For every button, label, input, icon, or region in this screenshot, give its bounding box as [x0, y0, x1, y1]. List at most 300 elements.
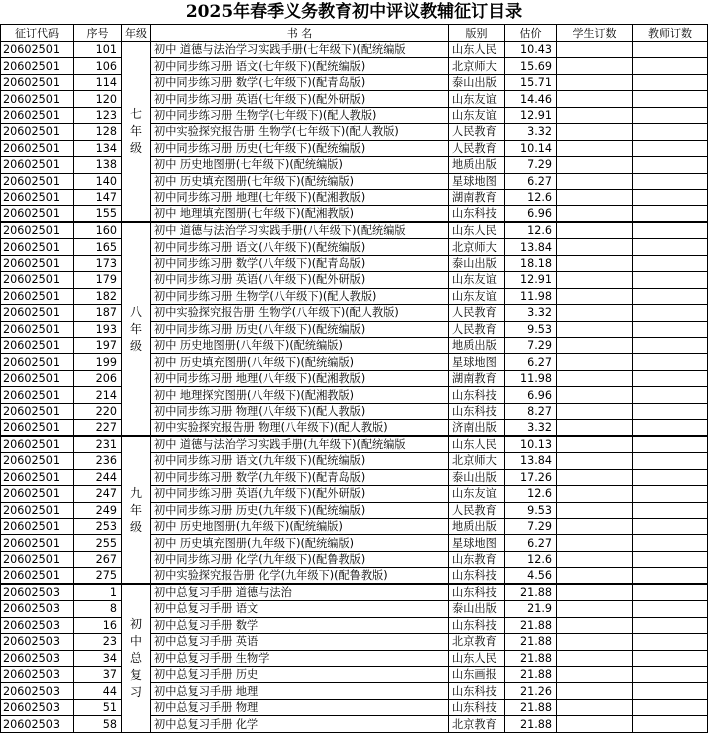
cell-book-name: 初中同步练习册 语文(八年级下)(配统编版)	[151, 239, 449, 255]
student-qty-cell[interactable]	[557, 403, 633, 419]
cell-code: 20602503	[1, 650, 74, 666]
cell-book-name: 初中 历史填充图册(八年级下)(配统编版)	[151, 354, 449, 370]
cell-publisher: 星球地图	[449, 173, 505, 189]
student-qty-cell[interactable]	[557, 453, 633, 469]
cell-code: 20602501	[1, 518, 74, 534]
cell-publisher: 泰山出版	[449, 469, 505, 485]
student-qty-cell[interactable]	[557, 667, 633, 683]
cell-book-name: 初中总复习手册 物理	[151, 699, 449, 715]
table-row	[1, 255, 708, 271]
teacher-qty-cell[interactable]	[633, 140, 708, 156]
student-qty-cell[interactable]	[557, 173, 633, 189]
cell-publisher: 山东科技	[449, 699, 505, 715]
student-qty-cell[interactable]	[557, 305, 633, 321]
cell-code: 20602501	[1, 107, 74, 123]
cell-book-name: 初中同步练习册 语文(九年级下)(配统编版)	[151, 453, 449, 469]
table-row	[1, 321, 708, 337]
teacher-qty-cell[interactable]	[633, 189, 708, 205]
teacher-qty-cell[interactable]	[633, 420, 708, 437]
student-qty-cell[interactable]	[557, 683, 633, 699]
teacher-qty-cell[interactable]	[633, 354, 708, 370]
cell-seq: 16	[74, 617, 122, 633]
teacher-qty-cell[interactable]	[633, 683, 708, 699]
teacher-qty-cell[interactable]	[633, 667, 708, 683]
cell-seq: 134	[74, 140, 122, 156]
cell-price: 12.6	[505, 486, 557, 502]
cell-book-name: 初中总复习手册 英语	[151, 634, 449, 650]
cell-publisher: 山东科技	[449, 584, 505, 601]
cell-book-name: 初中同步练习册 地理(八年级下)(配湘教版)	[151, 370, 449, 386]
cell-seq: 214	[74, 387, 122, 403]
table-row	[1, 272, 708, 288]
cell-code: 20602503	[1, 617, 74, 633]
student-qty-cell[interactable]	[557, 140, 633, 156]
table-row	[1, 667, 708, 683]
student-qty-cell[interactable]	[557, 338, 633, 354]
student-qty-cell[interactable]	[557, 469, 633, 485]
table-row	[1, 420, 708, 437]
cell-seq: 244	[74, 469, 122, 485]
student-qty-cell[interactable]	[557, 288, 633, 304]
teacher-qty-cell[interactable]	[633, 617, 708, 633]
cell-price: 18.18	[505, 255, 557, 271]
cell-book-name: 初中实验探究报告册 物理(八年级下)(配人教版)	[151, 420, 449, 437]
header-grade: 年级	[122, 25, 151, 42]
student-qty-cell[interactable]	[557, 124, 633, 140]
student-qty-cell[interactable]	[557, 486, 633, 502]
cell-book-name: 初中同步练习册 生物学(八年级下)(配人教版)	[151, 288, 449, 304]
table-row	[1, 469, 708, 485]
teacher-qty-cell[interactable]	[633, 551, 708, 567]
cell-price: 12.6	[505, 551, 557, 567]
cell-book-name: 初中同步练习册 数学(七年级下)(配青岛版)	[151, 74, 449, 90]
cell-book-name: 初中 地理填充图册(七年级下)(配湘教版)	[151, 206, 449, 223]
cell-publisher: 山东人民	[449, 650, 505, 666]
cell-publisher: 人民教育	[449, 502, 505, 518]
teacher-qty-cell[interactable]	[633, 288, 708, 304]
cell-publisher: 山东教育	[449, 551, 505, 567]
cell-book-name: 初中总复习手册 数学	[151, 617, 449, 633]
cell-code: 20602503	[1, 683, 74, 699]
cell-code: 20602501	[1, 370, 74, 386]
cell-book-name: 初中 地理探究图册(八年级下)(配湘教版)	[151, 387, 449, 403]
cell-code: 20602501	[1, 239, 74, 255]
cell-code: 20602501	[1, 157, 74, 173]
grade-label-text: 八年级	[129, 304, 142, 353]
cell-seq: 123	[74, 107, 122, 123]
cell-publisher: 地质出版	[449, 157, 505, 173]
table-row	[1, 699, 708, 715]
cell-price: 11.98	[505, 370, 557, 386]
teacher-qty-cell[interactable]	[633, 650, 708, 666]
teacher-qty-cell[interactable]	[633, 601, 708, 617]
cell-price: 6.27	[505, 535, 557, 551]
table-row	[1, 189, 708, 205]
cell-seq: 160	[74, 222, 122, 239]
cell-code: 20602501	[1, 74, 74, 90]
cell-publisher: 星球地图	[449, 354, 505, 370]
cell-book-name: 初中总复习手册 历史	[151, 667, 449, 683]
cell-code: 20602501	[1, 272, 74, 288]
cell-price: 21.9	[505, 601, 557, 617]
teacher-qty-cell[interactable]	[633, 58, 708, 74]
teacher-qty-cell[interactable]	[633, 255, 708, 271]
cell-price: 13.84	[505, 453, 557, 469]
cell-code: 20602501	[1, 338, 74, 354]
teacher-qty-cell[interactable]	[633, 91, 708, 107]
cell-seq: 34	[74, 650, 122, 666]
teacher-qty-cell[interactable]	[633, 453, 708, 469]
student-qty-cell[interactable]	[557, 535, 633, 551]
student-qty-cell[interactable]	[557, 189, 633, 205]
catalog-table	[0, 24, 708, 733]
student-qty-cell[interactable]	[557, 502, 633, 518]
cell-code: 20602503	[1, 601, 74, 617]
cell-price: 21.88	[505, 584, 557, 601]
cell-book-name: 初中 道德与法治学习实践手册(八年级下)(配统编版	[151, 222, 449, 239]
teacher-qty-cell[interactable]	[633, 239, 708, 255]
teacher-qty-cell[interactable]	[633, 173, 708, 189]
teacher-qty-cell[interactable]	[633, 469, 708, 485]
cell-publisher: 地质出版	[449, 338, 505, 354]
teacher-qty-cell[interactable]	[633, 387, 708, 403]
teacher-qty-cell[interactable]	[633, 321, 708, 337]
teacher-qty-cell[interactable]	[633, 584, 708, 601]
teacher-qty-cell[interactable]	[633, 486, 708, 502]
table-row	[1, 403, 708, 419]
cell-price: 21.88	[505, 634, 557, 650]
cell-price: 14.46	[505, 91, 557, 107]
table-row	[1, 58, 708, 74]
cell-seq: 206	[74, 370, 122, 386]
student-qty-cell[interactable]	[557, 436, 633, 453]
student-qty-cell[interactable]	[557, 420, 633, 437]
cell-code: 20602501	[1, 222, 74, 239]
cell-code: 20602503	[1, 634, 74, 650]
cell-publisher: 地质出版	[449, 518, 505, 534]
grade-group-label	[122, 436, 151, 584]
table-row	[1, 486, 708, 502]
cell-publisher: 北京教育	[449, 634, 505, 650]
student-qty-cell[interactable]	[557, 551, 633, 567]
cell-seq: 193	[74, 321, 122, 337]
student-qty-cell[interactable]	[557, 255, 633, 271]
teacher-qty-cell[interactable]	[633, 403, 708, 419]
cell-book-name: 初中同步练习册 英语(七年级下)(配外研版)	[151, 91, 449, 107]
cell-publisher: 山东友谊	[449, 272, 505, 288]
cell-seq: 220	[74, 403, 122, 419]
cell-code: 20602503	[1, 716, 74, 732]
cell-code: 20602501	[1, 469, 74, 485]
table-row	[1, 206, 708, 223]
cell-code: 20602501	[1, 255, 74, 271]
cell-book-name: 初中总复习手册 生物学	[151, 650, 449, 666]
cell-code: 20602501	[1, 354, 74, 370]
cell-seq: 138	[74, 157, 122, 173]
student-qty-cell[interactable]	[557, 107, 633, 123]
cell-code: 20602501	[1, 288, 74, 304]
student-qty-cell[interactable]	[557, 634, 633, 650]
teacher-qty-cell[interactable]	[633, 157, 708, 173]
table-row	[1, 305, 708, 321]
cell-seq: 106	[74, 58, 122, 74]
cell-code: 20602501	[1, 420, 74, 437]
teacher-qty-cell[interactable]	[633, 370, 708, 386]
cell-price: 3.32	[505, 124, 557, 140]
cell-price: 10.43	[505, 42, 557, 58]
teacher-qty-cell[interactable]	[633, 74, 708, 90]
cell-seq: 51	[74, 699, 122, 715]
table-row	[1, 601, 708, 617]
cell-book-name: 初中实验探究报告册 化学(九年级下)(配鲁教版)	[151, 568, 449, 585]
cell-publisher: 泰山出版	[449, 601, 505, 617]
student-qty-cell[interactable]	[557, 157, 633, 173]
cell-publisher: 湖南教育	[449, 370, 505, 386]
student-qty-cell[interactable]	[557, 206, 633, 223]
cell-book-name: 初中同步练习册 物理(八年级下)(配人教版)	[151, 403, 449, 419]
cell-publisher: 泰山出版	[449, 255, 505, 271]
cell-book-name: 初中实验探究报告册 生物学(八年级下)(配人教版)	[151, 305, 449, 321]
cell-book-name: 初中同步练习册 英语(九年级下)(配外研版)	[151, 486, 449, 502]
teacher-qty-cell[interactable]	[633, 436, 708, 453]
cell-seq: 227	[74, 420, 122, 437]
table-row	[1, 173, 708, 189]
cell-price: 17.26	[505, 469, 557, 485]
table-row	[1, 288, 708, 304]
cell-seq: 140	[74, 173, 122, 189]
cell-publisher: 山东人民	[449, 42, 505, 58]
cell-publisher: 人民教育	[449, 140, 505, 156]
teacher-qty-cell[interactable]	[633, 305, 708, 321]
teacher-qty-cell[interactable]	[633, 107, 708, 123]
cell-publisher: 山东科技	[449, 387, 505, 403]
cell-publisher: 山东科技	[449, 206, 505, 223]
table-row	[1, 551, 708, 567]
cell-publisher: 人民教育	[449, 305, 505, 321]
cell-price: 13.84	[505, 239, 557, 255]
cell-code: 20602501	[1, 486, 74, 502]
cell-publisher: 泰山出版	[449, 74, 505, 90]
student-qty-cell[interactable]	[557, 42, 633, 58]
cell-code: 20602501	[1, 502, 74, 518]
table-row	[1, 568, 708, 585]
cell-code: 20602501	[1, 206, 74, 223]
table-row	[1, 535, 708, 551]
cell-book-name: 初中同步练习册 数学(九年级下)(配青岛版)	[151, 469, 449, 485]
student-qty-cell[interactable]	[557, 518, 633, 534]
student-qty-cell[interactable]	[557, 387, 633, 403]
grade-label-text: 九年级	[129, 485, 142, 534]
cell-seq: 58	[74, 716, 122, 732]
cell-publisher: 北京师大	[449, 58, 505, 74]
cell-seq: 37	[74, 667, 122, 683]
cell-code: 20602501	[1, 305, 74, 321]
cell-book-name: 初中总复习手册 地理	[151, 683, 449, 699]
cell-publisher: 北京师大	[449, 239, 505, 255]
cell-publisher: 济南出版	[449, 420, 505, 437]
student-qty-cell[interactable]	[557, 699, 633, 715]
table-row	[1, 42, 708, 58]
cell-price: 9.53	[505, 321, 557, 337]
table-row	[1, 91, 708, 107]
cell-price: 15.69	[505, 58, 557, 74]
cell-price: 7.29	[505, 518, 557, 534]
cell-code: 20602501	[1, 403, 74, 419]
student-qty-cell[interactable]	[557, 321, 633, 337]
grade-group-label	[122, 42, 151, 223]
cell-publisher: 山东友谊	[449, 107, 505, 123]
cell-code: 20602501	[1, 387, 74, 403]
cell-book-name: 初中 历史填充图册(九年级下)(配统编版)	[151, 535, 449, 551]
header-publisher: 版别	[449, 25, 505, 42]
cell-code: 20602501	[1, 173, 74, 189]
student-qty-cell[interactable]	[557, 74, 633, 90]
teacher-qty-cell[interactable]	[633, 124, 708, 140]
table-row	[1, 617, 708, 633]
teacher-qty-cell[interactable]	[633, 535, 708, 551]
table-row	[1, 338, 708, 354]
teacher-qty-cell[interactable]	[633, 568, 708, 585]
cell-code: 20602501	[1, 535, 74, 551]
teacher-qty-cell[interactable]	[633, 206, 708, 223]
cell-book-name: 初中实验探究报告册 生物学(七年级下)(配人教版)	[151, 124, 449, 140]
cell-seq: 1	[74, 584, 122, 601]
cell-seq: 120	[74, 91, 122, 107]
table-row	[1, 650, 708, 666]
cell-publisher: 北京教育	[449, 716, 505, 732]
cell-book-name: 初中 历史地图册(八年级下)(配统编版)	[151, 338, 449, 354]
table-row	[1, 74, 708, 90]
cell-seq: 231	[74, 436, 122, 453]
student-qty-cell[interactable]	[557, 91, 633, 107]
table-row	[1, 683, 708, 699]
cell-price: 7.29	[505, 157, 557, 173]
cell-code: 20602501	[1, 436, 74, 453]
teacher-qty-cell[interactable]	[633, 502, 708, 518]
cell-price: 6.96	[505, 387, 557, 403]
student-qty-cell[interactable]	[557, 601, 633, 617]
cell-code: 20602501	[1, 42, 74, 58]
grade-label-text: 七年级	[129, 107, 142, 156]
cell-book-name: 初中 道德与法治学习实践手册(九年级下)(配统编版	[151, 436, 449, 453]
header-code: 征订代码	[1, 25, 74, 42]
header-student-qty: 学生订数	[557, 25, 633, 42]
cell-code: 20602501	[1, 91, 74, 107]
grade-group-label	[122, 222, 151, 436]
cell-seq: 247	[74, 486, 122, 502]
cell-book-name: 初中总复习手册 语文	[151, 601, 449, 617]
cell-book-name: 初中 历史填充图册(七年级下)(配统编版)	[151, 173, 449, 189]
cell-price: 3.32	[505, 420, 557, 437]
cell-book-name: 初中同步练习册 地理(七年级下)(配湘教版)	[151, 189, 449, 205]
cell-price: 10.14	[505, 140, 557, 156]
cell-price: 12.91	[505, 107, 557, 123]
cell-code: 20602503	[1, 667, 74, 683]
student-qty-cell[interactable]	[557, 617, 633, 633]
teacher-qty-cell[interactable]	[633, 338, 708, 354]
student-qty-cell[interactable]	[557, 584, 633, 601]
student-qty-cell[interactable]	[557, 272, 633, 288]
cell-price: 15.71	[505, 74, 557, 90]
cell-book-name: 初中同步练习册 生物学(七年级下)(配人教版)	[151, 107, 449, 123]
cell-publisher: 山东科技	[449, 683, 505, 699]
cell-book-name: 初中总复习手册 化学	[151, 716, 449, 732]
cell-seq: 253	[74, 518, 122, 534]
cell-price: 6.27	[505, 173, 557, 189]
table-row	[1, 634, 708, 650]
table-row	[1, 140, 708, 156]
cell-book-name: 初中同步练习册 英语(八年级下)(配外研版)	[151, 272, 449, 288]
cell-publisher: 山东友谊	[449, 486, 505, 502]
cell-price: 4.56	[505, 568, 557, 585]
cell-price: 9.53	[505, 502, 557, 518]
cell-publisher: 人民教育	[449, 321, 505, 337]
teacher-qty-cell[interactable]	[633, 272, 708, 288]
student-qty-cell[interactable]	[557, 222, 633, 239]
cell-publisher: 山东友谊	[449, 91, 505, 107]
table-row	[1, 584, 708, 601]
table-row	[1, 107, 708, 123]
teacher-qty-cell[interactable]	[633, 634, 708, 650]
student-qty-cell[interactable]	[557, 568, 633, 585]
teacher-qty-cell[interactable]	[633, 518, 708, 534]
cell-code: 20602501	[1, 124, 74, 140]
cell-seq: 267	[74, 551, 122, 567]
cell-publisher: 人民教育	[449, 124, 505, 140]
cell-price: 21.88	[505, 617, 557, 633]
cell-seq: 165	[74, 239, 122, 255]
cell-code: 20602501	[1, 568, 74, 585]
header-row	[1, 25, 708, 42]
cell-book-name: 初中同步练习册 化学(九年级下)(配鲁教版)	[151, 551, 449, 567]
cell-publisher: 山东人民	[449, 436, 505, 453]
student-qty-cell[interactable]	[557, 650, 633, 666]
cell-price: 21.88	[505, 667, 557, 683]
header-teacher-qty: 教师订数	[633, 25, 708, 42]
teacher-qty-cell[interactable]	[633, 222, 708, 239]
cell-seq: 114	[74, 74, 122, 90]
table-row	[1, 157, 708, 173]
cell-price: 21.88	[505, 699, 557, 715]
grade-group-label	[122, 584, 151, 732]
teacher-qty-cell[interactable]	[633, 42, 708, 58]
cell-book-name: 初中 历史地图册(七年级下)(配统编版)	[151, 157, 449, 173]
cell-code: 20602503	[1, 699, 74, 715]
header-price: 估价	[505, 25, 557, 42]
student-qty-cell[interactable]	[557, 370, 633, 386]
cell-seq: 179	[74, 272, 122, 288]
cell-seq: 236	[74, 453, 122, 469]
cell-publisher: 山东科技	[449, 568, 505, 585]
page-title: 2025年春季义务教育初中评议教辅征订目录	[185, 2, 523, 22]
cell-price: 7.29	[505, 338, 557, 354]
cell-code: 20602501	[1, 58, 74, 74]
cell-book-name: 初中同步练习册 历史(七年级下)(配统编版)	[151, 140, 449, 156]
table-row	[1, 124, 708, 140]
cell-seq: 23	[74, 634, 122, 650]
table-row	[1, 239, 708, 255]
cell-price: 3.32	[505, 305, 557, 321]
teacher-qty-cell[interactable]	[633, 699, 708, 715]
cell-seq: 249	[74, 502, 122, 518]
student-qty-cell[interactable]	[557, 239, 633, 255]
table-body	[1, 42, 708, 733]
cell-seq: 101	[74, 42, 122, 58]
table-row	[1, 387, 708, 403]
student-qty-cell[interactable]	[557, 354, 633, 370]
student-qty-cell[interactable]	[557, 58, 633, 74]
cell-publisher: 山东科技	[449, 403, 505, 419]
